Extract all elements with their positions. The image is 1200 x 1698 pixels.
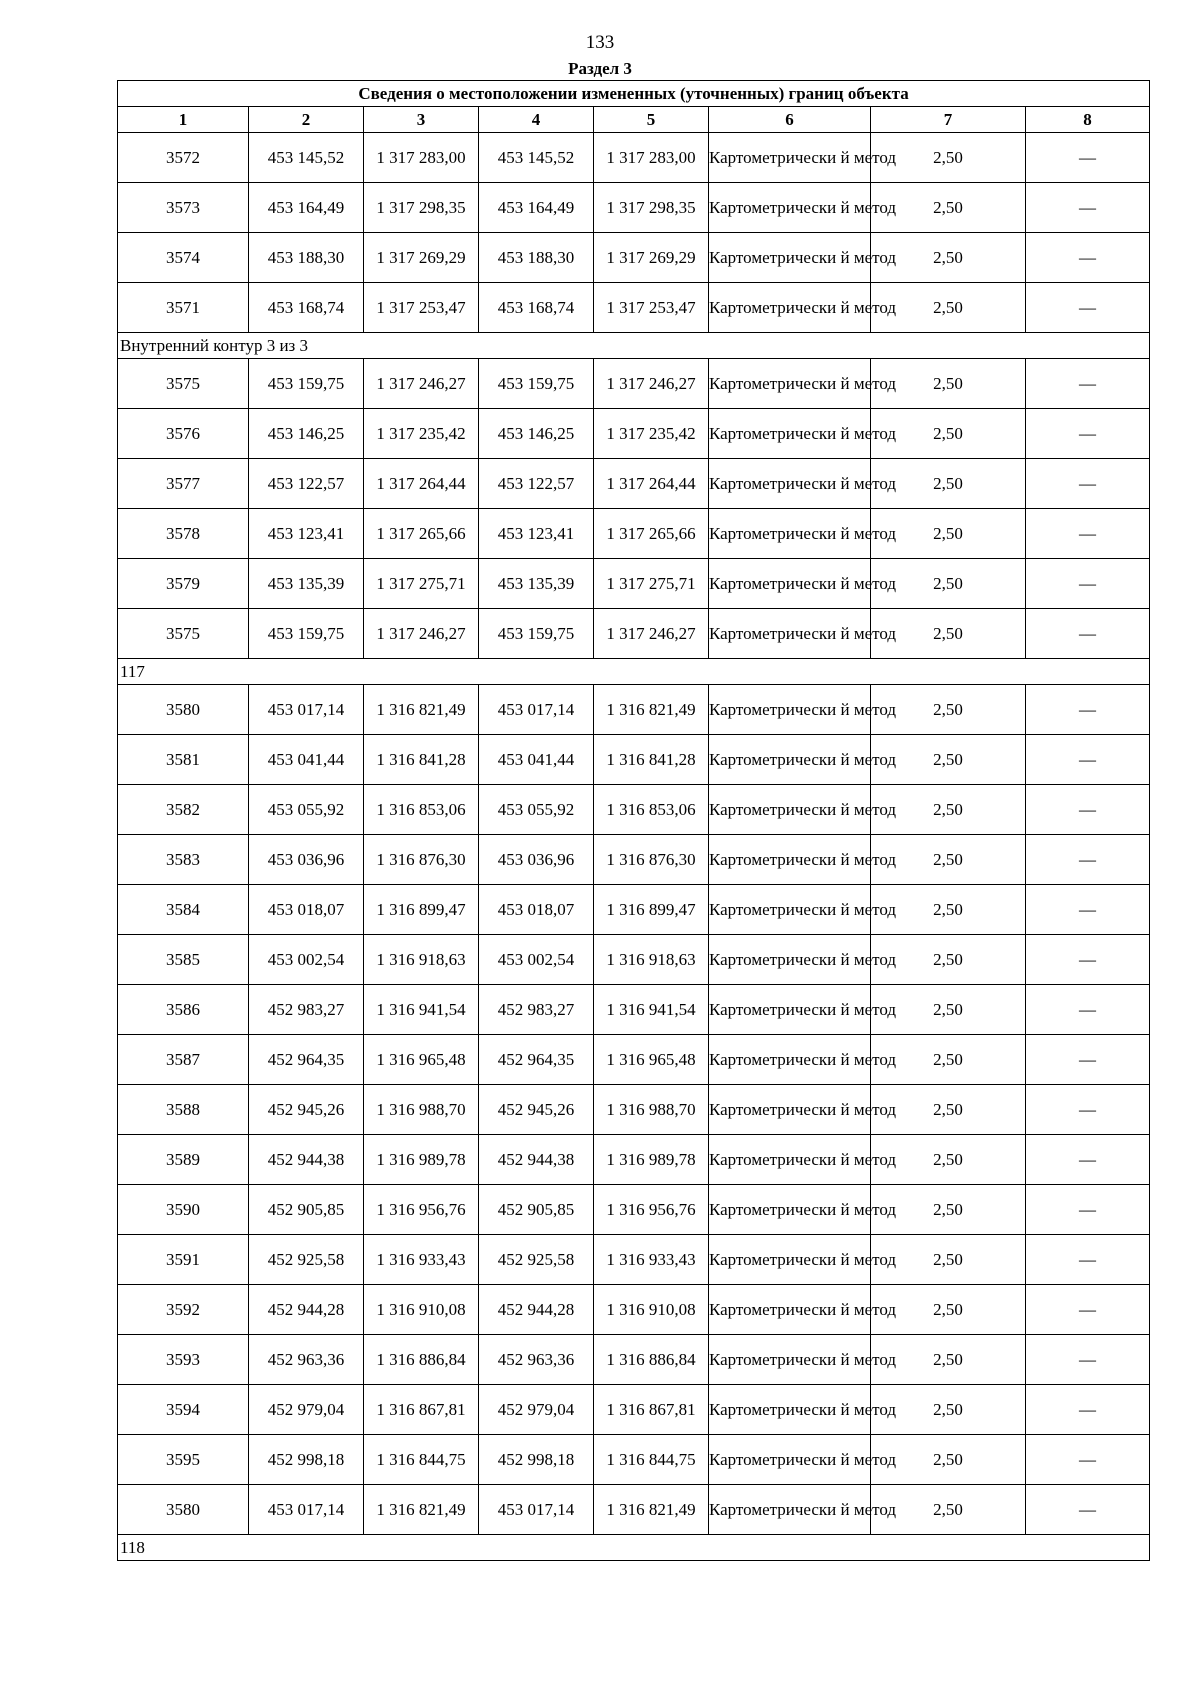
x-existing-cell: 453 017,14 bbox=[249, 1485, 364, 1535]
point-number-cell: 3577 bbox=[118, 459, 249, 509]
description-cell: — bbox=[1026, 1435, 1150, 1485]
method-cell: Картометрически й метод bbox=[709, 885, 871, 935]
accuracy-cell: 2,50 bbox=[871, 1185, 1026, 1235]
x-new-cell: 453 017,14 bbox=[479, 1485, 594, 1535]
point-number-cell: 3571 bbox=[118, 283, 249, 333]
y-existing-cell: 1 316 841,28 bbox=[364, 735, 479, 785]
y-existing-cell: 1 317 246,27 bbox=[364, 359, 479, 409]
method-cell: Картометрически й метод bbox=[709, 1485, 871, 1535]
y-existing-cell: 1 317 264,44 bbox=[364, 459, 479, 509]
x-existing-cell: 452 998,18 bbox=[249, 1435, 364, 1485]
method-cell: Картометрически й метод bbox=[709, 1135, 871, 1185]
x-new-cell: 453 036,96 bbox=[479, 835, 594, 885]
table-row bbox=[118, 935, 1150, 985]
x-existing-cell: 452 944,28 bbox=[249, 1285, 364, 1335]
method-cell: Картометрически й метод bbox=[709, 1235, 871, 1285]
y-new-cell: 1 316 844,75 bbox=[594, 1435, 709, 1485]
accuracy-cell: 2,50 bbox=[871, 785, 1026, 835]
x-new-cell: 453 122,57 bbox=[479, 459, 594, 509]
table-row bbox=[118, 133, 1150, 183]
description-cell: — bbox=[1026, 609, 1150, 659]
point-number-cell: 3591 bbox=[118, 1235, 249, 1285]
description-cell: — bbox=[1026, 1335, 1150, 1385]
table-row bbox=[118, 1085, 1150, 1135]
table-row bbox=[118, 233, 1150, 283]
x-new-cell: 452 998,18 bbox=[479, 1435, 594, 1485]
y-existing-cell: 1 317 253,47 bbox=[364, 283, 479, 333]
point-number-cell: 3582 bbox=[118, 785, 249, 835]
y-new-cell: 1 317 265,66 bbox=[594, 509, 709, 559]
y-existing-cell: 1 316 918,63 bbox=[364, 935, 479, 985]
method-cell: Картометрически й метод bbox=[709, 133, 871, 183]
table-row bbox=[118, 1485, 1150, 1535]
column-header: 3 bbox=[364, 107, 479, 133]
y-new-cell: 1 317 269,29 bbox=[594, 233, 709, 283]
y-new-cell: 1 317 275,71 bbox=[594, 559, 709, 609]
y-new-cell: 1 316 933,43 bbox=[594, 1235, 709, 1285]
table-row bbox=[118, 985, 1150, 1035]
x-existing-cell: 452 944,38 bbox=[249, 1135, 364, 1185]
accuracy-cell: 2,50 bbox=[871, 283, 1026, 333]
table-row bbox=[118, 509, 1150, 559]
y-new-cell: 1 316 956,76 bbox=[594, 1185, 709, 1235]
y-existing-cell: 1 316 910,08 bbox=[364, 1285, 479, 1335]
description-cell: — bbox=[1026, 935, 1150, 985]
method-cell: Картометрически й метод bbox=[709, 735, 871, 785]
method-cell: Картометрически й метод bbox=[709, 1085, 871, 1135]
accuracy-cell: 2,50 bbox=[871, 835, 1026, 885]
point-number-cell: 3574 bbox=[118, 233, 249, 283]
table-header-row bbox=[118, 107, 1150, 133]
accuracy-cell: 2,50 bbox=[871, 609, 1026, 659]
method-cell: Картометрически й метод bbox=[709, 559, 871, 609]
x-new-cell: 453 041,44 bbox=[479, 735, 594, 785]
point-number-cell: 3592 bbox=[118, 1285, 249, 1335]
table-row bbox=[118, 735, 1150, 785]
x-existing-cell: 453 164,49 bbox=[249, 183, 364, 233]
point-number-cell: 3579 bbox=[118, 559, 249, 609]
y-existing-cell: 1 317 235,42 bbox=[364, 409, 479, 459]
description-cell: — bbox=[1026, 835, 1150, 885]
method-cell: Картометрически й метод bbox=[709, 1285, 871, 1335]
table-row bbox=[118, 409, 1150, 459]
table-row bbox=[118, 685, 1150, 735]
x-existing-cell: 453 018,07 bbox=[249, 885, 364, 935]
description-cell: — bbox=[1026, 1135, 1150, 1185]
y-new-cell: 1 316 918,63 bbox=[594, 935, 709, 985]
y-new-cell: 1 316 821,49 bbox=[594, 1485, 709, 1535]
x-new-cell: 453 018,07 bbox=[479, 885, 594, 935]
x-existing-cell: 452 964,35 bbox=[249, 1035, 364, 1085]
description-cell: — bbox=[1026, 1385, 1150, 1435]
table-caption: Сведения о местоположении измененных (уточненных) границ объекта bbox=[118, 81, 1150, 107]
point-number-cell: 3593 bbox=[118, 1335, 249, 1385]
x-new-cell: 453 002,54 bbox=[479, 935, 594, 985]
table-row bbox=[118, 609, 1150, 659]
accuracy-cell: 2,50 bbox=[871, 685, 1026, 735]
point-number-cell: 3580 bbox=[118, 1485, 249, 1535]
y-existing-cell: 1 317 246,27 bbox=[364, 609, 479, 659]
table-row bbox=[118, 1335, 1150, 1385]
accuracy-cell: 2,50 bbox=[871, 735, 1026, 785]
point-number-cell: 3575 bbox=[118, 359, 249, 409]
y-existing-cell: 1 317 298,35 bbox=[364, 183, 479, 233]
x-existing-cell: 453 055,92 bbox=[249, 785, 364, 835]
x-existing-cell: 453 041,44 bbox=[249, 735, 364, 785]
description-cell: — bbox=[1026, 1235, 1150, 1285]
column-header: 2 bbox=[249, 107, 364, 133]
x-new-cell: 453 145,52 bbox=[479, 133, 594, 183]
description-cell: — bbox=[1026, 133, 1150, 183]
accuracy-cell: 2,50 bbox=[871, 233, 1026, 283]
x-new-cell: 452 944,38 bbox=[479, 1135, 594, 1185]
x-new-cell: 452 925,58 bbox=[479, 1235, 594, 1285]
column-header: 4 bbox=[479, 107, 594, 133]
boundary-table bbox=[117, 80, 1150, 1561]
description-cell: — bbox=[1026, 735, 1150, 785]
x-new-cell: 452 945,26 bbox=[479, 1085, 594, 1135]
y-new-cell: 1 317 246,27 bbox=[594, 359, 709, 409]
method-cell: Картометрически й метод bbox=[709, 785, 871, 835]
point-number-cell: 3572 bbox=[118, 133, 249, 183]
point-number-cell: 3583 bbox=[118, 835, 249, 885]
y-existing-cell: 1 317 275,71 bbox=[364, 559, 479, 609]
contour-label: 118 bbox=[118, 1535, 1150, 1561]
contour-row bbox=[118, 659, 1150, 685]
x-new-cell: 452 983,27 bbox=[479, 985, 594, 1035]
y-new-cell: 1 317 283,00 bbox=[594, 133, 709, 183]
method-cell: Картометрически й метод bbox=[709, 935, 871, 985]
y-existing-cell: 1 317 283,00 bbox=[364, 133, 479, 183]
description-cell: — bbox=[1026, 1485, 1150, 1535]
x-new-cell: 453 168,74 bbox=[479, 283, 594, 333]
y-existing-cell: 1 317 269,29 bbox=[364, 233, 479, 283]
accuracy-cell: 2,50 bbox=[871, 985, 1026, 1035]
method-cell: Картометрически й метод bbox=[709, 985, 871, 1035]
y-existing-cell: 1 316 899,47 bbox=[364, 885, 479, 935]
description-cell: — bbox=[1026, 233, 1150, 283]
description-cell: — bbox=[1026, 283, 1150, 333]
table-row bbox=[118, 559, 1150, 609]
y-new-cell: 1 317 298,35 bbox=[594, 183, 709, 233]
table-row bbox=[118, 785, 1150, 835]
accuracy-cell: 2,50 bbox=[871, 1235, 1026, 1285]
y-new-cell: 1 316 876,30 bbox=[594, 835, 709, 885]
method-cell: Картометрически й метод bbox=[709, 1035, 871, 1085]
point-number-cell: 3590 bbox=[118, 1185, 249, 1235]
y-new-cell: 1 316 867,81 bbox=[594, 1385, 709, 1435]
x-new-cell: 453 164,49 bbox=[479, 183, 594, 233]
x-existing-cell: 453 159,75 bbox=[249, 609, 364, 659]
description-cell: — bbox=[1026, 559, 1150, 609]
x-new-cell: 452 905,85 bbox=[479, 1185, 594, 1235]
table-row bbox=[118, 1185, 1150, 1235]
column-header: 8 bbox=[1026, 107, 1150, 133]
x-new-cell: 453 188,30 bbox=[479, 233, 594, 283]
y-existing-cell: 1 317 265,66 bbox=[364, 509, 479, 559]
x-new-cell: 453 123,41 bbox=[479, 509, 594, 559]
description-cell: — bbox=[1026, 183, 1150, 233]
page-number: 133 bbox=[585, 32, 615, 53]
x-existing-cell: 452 979,04 bbox=[249, 1385, 364, 1435]
accuracy-cell: 2,50 bbox=[871, 1035, 1026, 1085]
point-number-cell: 3587 bbox=[118, 1035, 249, 1085]
accuracy-cell: 2,50 bbox=[871, 409, 1026, 459]
y-new-cell: 1 316 853,06 bbox=[594, 785, 709, 835]
method-cell: Картометрически й метод bbox=[709, 283, 871, 333]
method-cell: Картометрически й метод bbox=[709, 1385, 871, 1435]
y-existing-cell: 1 316 867,81 bbox=[364, 1385, 479, 1435]
point-number-cell: 3585 bbox=[118, 935, 249, 985]
description-cell: — bbox=[1026, 1185, 1150, 1235]
x-existing-cell: 453 168,74 bbox=[249, 283, 364, 333]
method-cell: Картометрически й метод bbox=[709, 509, 871, 559]
y-existing-cell: 1 316 853,06 bbox=[364, 785, 479, 835]
accuracy-cell: 2,50 bbox=[871, 885, 1026, 935]
x-new-cell: 453 146,25 bbox=[479, 409, 594, 459]
x-new-cell: 452 964,35 bbox=[479, 1035, 594, 1085]
y-existing-cell: 1 316 988,70 bbox=[364, 1085, 479, 1135]
column-header: 6 bbox=[709, 107, 871, 133]
method-cell: Картометрически й метод bbox=[709, 1435, 871, 1485]
x-new-cell: 452 963,36 bbox=[479, 1335, 594, 1385]
accuracy-cell: 2,50 bbox=[871, 1085, 1026, 1135]
y-new-cell: 1 317 235,42 bbox=[594, 409, 709, 459]
contour-row bbox=[118, 333, 1150, 359]
description-cell: — bbox=[1026, 1035, 1150, 1085]
x-existing-cell: 453 188,30 bbox=[249, 233, 364, 283]
table-row bbox=[118, 885, 1150, 935]
description-cell: — bbox=[1026, 409, 1150, 459]
point-number-cell: 3580 bbox=[118, 685, 249, 735]
y-new-cell: 1 317 253,47 bbox=[594, 283, 709, 333]
y-new-cell: 1 317 246,27 bbox=[594, 609, 709, 659]
x-existing-cell: 452 945,26 bbox=[249, 1085, 364, 1135]
method-cell: Картометрически й метод bbox=[709, 685, 871, 735]
method-cell: Картометрически й метод bbox=[709, 459, 871, 509]
accuracy-cell: 2,50 bbox=[871, 359, 1026, 409]
x-existing-cell: 453 123,41 bbox=[249, 509, 364, 559]
table-row bbox=[118, 1235, 1150, 1285]
x-existing-cell: 453 017,14 bbox=[249, 685, 364, 735]
accuracy-cell: 2,50 bbox=[871, 133, 1026, 183]
accuracy-cell: 2,50 bbox=[871, 509, 1026, 559]
y-new-cell: 1 316 989,78 bbox=[594, 1135, 709, 1185]
accuracy-cell: 2,50 bbox=[871, 1385, 1026, 1435]
point-number-cell: 3581 bbox=[118, 735, 249, 785]
method-cell: Картометрически й метод bbox=[709, 183, 871, 233]
method-cell: Картометрически й метод bbox=[709, 409, 871, 459]
accuracy-cell: 2,50 bbox=[871, 1285, 1026, 1335]
description-cell: — bbox=[1026, 1285, 1150, 1335]
method-cell: Картометрически й метод bbox=[709, 609, 871, 659]
y-new-cell: 1 316 821,49 bbox=[594, 685, 709, 735]
point-number-cell: 3594 bbox=[118, 1385, 249, 1435]
x-existing-cell: 452 925,58 bbox=[249, 1235, 364, 1285]
accuracy-cell: 2,50 bbox=[871, 1335, 1026, 1385]
description-cell: — bbox=[1026, 509, 1150, 559]
y-existing-cell: 1 316 876,30 bbox=[364, 835, 479, 885]
point-number-cell: 3588 bbox=[118, 1085, 249, 1135]
method-cell: Картометрически й метод bbox=[709, 1335, 871, 1385]
x-existing-cell: 453 036,96 bbox=[249, 835, 364, 885]
table-row bbox=[118, 1035, 1150, 1085]
contour-label: Внутренний контур 3 из 3 bbox=[118, 333, 1150, 359]
column-header: 1 bbox=[118, 107, 249, 133]
y-new-cell: 1 316 899,47 bbox=[594, 885, 709, 935]
contour-row bbox=[118, 1535, 1150, 1561]
y-existing-cell: 1 316 933,43 bbox=[364, 1235, 479, 1285]
x-new-cell: 452 979,04 bbox=[479, 1385, 594, 1435]
y-new-cell: 1 316 965,48 bbox=[594, 1035, 709, 1085]
table-row bbox=[118, 1135, 1150, 1185]
x-new-cell: 453 055,92 bbox=[479, 785, 594, 835]
y-existing-cell: 1 316 989,78 bbox=[364, 1135, 479, 1185]
x-existing-cell: 452 983,27 bbox=[249, 985, 364, 1035]
point-number-cell: 3595 bbox=[118, 1435, 249, 1485]
x-existing-cell: 453 146,25 bbox=[249, 409, 364, 459]
description-cell: — bbox=[1026, 685, 1150, 735]
method-cell: Картометрически й метод bbox=[709, 1185, 871, 1235]
column-header: 7 bbox=[871, 107, 1026, 133]
x-existing-cell: 453 135,39 bbox=[249, 559, 364, 609]
y-existing-cell: 1 316 821,49 bbox=[364, 1485, 479, 1535]
table-row bbox=[118, 359, 1150, 409]
y-new-cell: 1 316 886,84 bbox=[594, 1335, 709, 1385]
accuracy-cell: 2,50 bbox=[871, 935, 1026, 985]
table-row bbox=[118, 1285, 1150, 1335]
y-existing-cell: 1 316 956,76 bbox=[364, 1185, 479, 1235]
description-cell: — bbox=[1026, 1085, 1150, 1135]
y-new-cell: 1 316 988,70 bbox=[594, 1085, 709, 1135]
accuracy-cell: 2,50 bbox=[871, 1435, 1026, 1485]
point-number-cell: 3578 bbox=[118, 509, 249, 559]
table-row bbox=[118, 283, 1150, 333]
point-number-cell: 3584 bbox=[118, 885, 249, 935]
x-existing-cell: 452 905,85 bbox=[249, 1185, 364, 1235]
y-existing-cell: 1 316 821,49 bbox=[364, 685, 479, 735]
accuracy-cell: 2,50 bbox=[871, 1485, 1026, 1535]
x-existing-cell: 453 002,54 bbox=[249, 935, 364, 985]
point-number-cell: 3573 bbox=[118, 183, 249, 233]
x-existing-cell: 453 122,57 bbox=[249, 459, 364, 509]
x-existing-cell: 452 963,36 bbox=[249, 1335, 364, 1385]
point-number-cell: 3589 bbox=[118, 1135, 249, 1185]
point-number-cell: 3575 bbox=[118, 609, 249, 659]
x-new-cell: 453 159,75 bbox=[479, 359, 594, 409]
accuracy-cell: 2,50 bbox=[871, 559, 1026, 609]
y-new-cell: 1 316 841,28 bbox=[594, 735, 709, 785]
y-existing-cell: 1 316 844,75 bbox=[364, 1435, 479, 1485]
y-new-cell: 1 317 264,44 bbox=[594, 459, 709, 509]
table-row bbox=[118, 1435, 1150, 1485]
description-cell: — bbox=[1026, 359, 1150, 409]
accuracy-cell: 2,50 bbox=[871, 1135, 1026, 1185]
table-row bbox=[118, 835, 1150, 885]
accuracy-cell: 2,50 bbox=[871, 183, 1026, 233]
method-cell: Картометрически й метод bbox=[709, 359, 871, 409]
x-existing-cell: 453 145,52 bbox=[249, 133, 364, 183]
point-number-cell: 3586 bbox=[118, 985, 249, 1035]
method-cell: Картометрически й метод bbox=[709, 835, 871, 885]
x-new-cell: 452 944,28 bbox=[479, 1285, 594, 1335]
description-cell: — bbox=[1026, 985, 1150, 1035]
section-title: Раздел 3 bbox=[568, 59, 632, 78]
table-row bbox=[118, 183, 1150, 233]
y-existing-cell: 1 316 886,84 bbox=[364, 1335, 479, 1385]
accuracy-cell: 2,50 bbox=[871, 459, 1026, 509]
x-new-cell: 453 017,14 bbox=[479, 685, 594, 735]
description-cell: — bbox=[1026, 885, 1150, 935]
y-new-cell: 1 316 910,08 bbox=[594, 1285, 709, 1335]
table-row bbox=[118, 1385, 1150, 1435]
y-existing-cell: 1 316 941,54 bbox=[364, 985, 479, 1035]
x-existing-cell: 453 159,75 bbox=[249, 359, 364, 409]
y-existing-cell: 1 316 965,48 bbox=[364, 1035, 479, 1085]
point-number-cell: 3576 bbox=[118, 409, 249, 459]
description-cell: — bbox=[1026, 459, 1150, 509]
y-new-cell: 1 316 941,54 bbox=[594, 985, 709, 1035]
contour-label: 117 bbox=[118, 659, 1150, 685]
column-header: 5 bbox=[594, 107, 709, 133]
table-row bbox=[118, 459, 1150, 509]
method-cell: Картометрически й метод bbox=[709, 233, 871, 283]
description-cell: — bbox=[1026, 785, 1150, 835]
x-new-cell: 453 159,75 bbox=[479, 609, 594, 659]
x-new-cell: 453 135,39 bbox=[479, 559, 594, 609]
